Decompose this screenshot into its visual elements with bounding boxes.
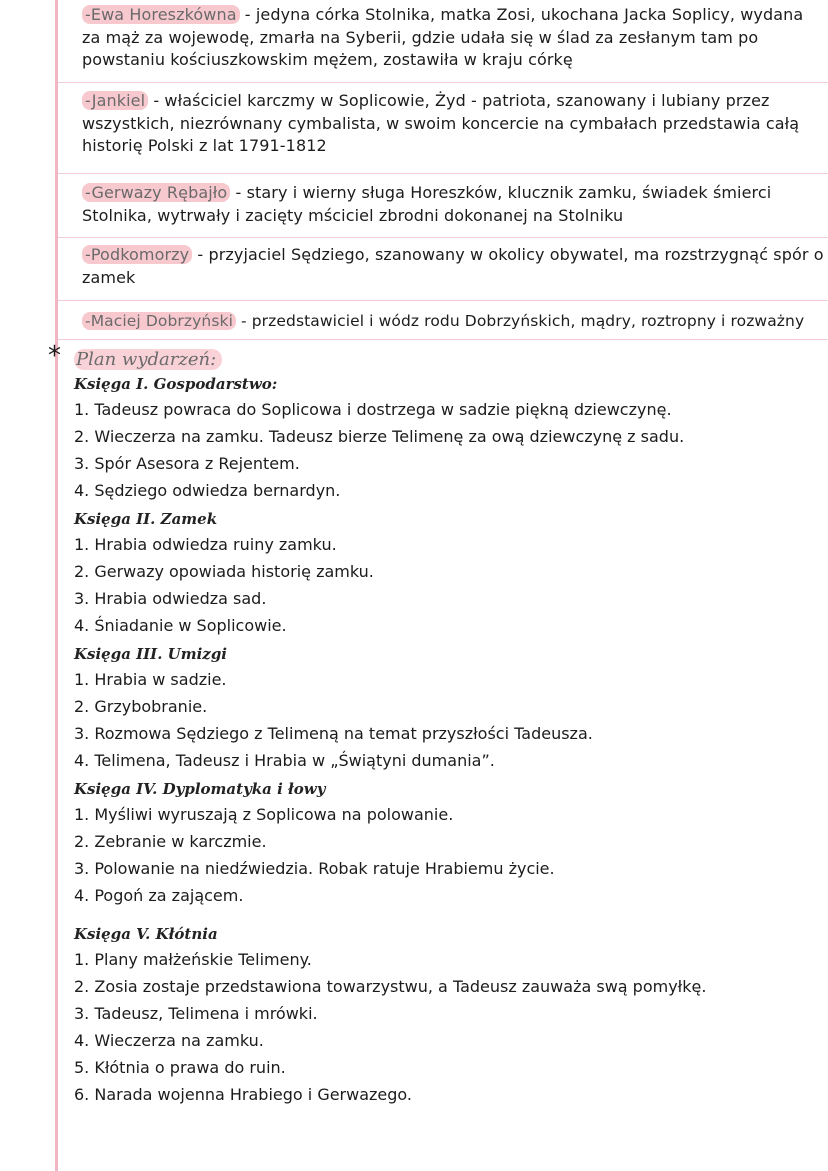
event-item: 4. Śniadanie w Soplicowie.: [74, 616, 287, 635]
plan-title-text: Plan wydarzeń:: [74, 349, 222, 370]
book-title: Księga V. Kłótnia: [74, 925, 218, 943]
character-entry: [82, 90, 824, 158]
character-description: - właściciel karczmy w Soplicowie, Żyd - patriota, szanowany i lubiany przez wszystkich, niezrównany cymbalista, w swoim koncercie na cymbałach przedstawia całą historię Polski z lat 1791-1812: [82, 91, 800, 155]
event-item: 4. Telimena, Tadeusz i Hrabia w „Świątyni dumania”.: [74, 751, 495, 770]
event-item: 3. Tadeusz, Telimena i mrówki.: [74, 1004, 318, 1023]
book-section: [74, 643, 824, 774]
notebook-margin-line: [55, 0, 58, 1171]
book-section: [74, 923, 824, 1108]
event-item: 2. Grzybobranie.: [74, 697, 208, 716]
character-name: -Maciej Dobrzyński: [82, 312, 236, 330]
character-name: -Podkomorzy: [82, 245, 192, 264]
ruled-line: [58, 173, 828, 174]
event-item: 2. Zosia zostaje przedstawiona towarzystwu, a Tadeusz zauważa swą pomyłkę.: [74, 977, 707, 996]
book-title: Księga IV. Dyplomatyka i łowy: [74, 780, 326, 798]
event-item: 1. Plany małżeńskie Telimeny.: [74, 950, 312, 969]
book-title: Księga I. Gospodarstwo:: [74, 375, 278, 393]
plan-title: [48, 341, 824, 373]
character-name: -Jankiel: [82, 91, 148, 110]
book-section: [74, 508, 824, 639]
event-item: 3. Hrabia odwiedza sad.: [74, 589, 267, 608]
book-title: Księga II. Zamek: [74, 510, 218, 528]
event-item: 5. Kłótnia o prawa do ruin.: [74, 1058, 286, 1077]
event-item: 6. Narada wojenna Hrabiego i Gerwazego.: [74, 1085, 413, 1104]
plan-section: [48, 341, 824, 1108]
book-title: Księga III. Umizgi: [74, 645, 228, 663]
event-item: 2. Wieczerza na zamku. Tadeusz bierze Telimenę za ową dziewczynę z sadu.: [74, 427, 685, 446]
character-description: - stary i wierny sługa Horeszków, klucznik zamku, świadek śmierci Stolnika, wytrwały i zacięty mściciel zbrodni dokonanej na Stolniku: [82, 183, 772, 225]
event-item: 4. Wieczerza na zamku.: [74, 1031, 264, 1050]
book-section: [74, 778, 824, 909]
event-item: 1. Myśliwi wyruszają z Soplicowa na polowanie.: [74, 805, 454, 824]
character-entry: [82, 310, 824, 333]
event-item: 3. Polowanie na niedźwiedzia. Robak ratuje Hrabiemu życie.: [74, 859, 555, 878]
ruled-line: [58, 300, 828, 301]
character-name: -Gerwazy Rębajło: [82, 183, 230, 202]
event-item: 3. Spór Asesora z Rejentem.: [74, 454, 300, 473]
character-entry: [82, 4, 824, 72]
ruled-line: [58, 82, 828, 83]
event-item: 2. Gerwazy opowiada historię zamku.: [74, 562, 374, 581]
character-description: - przedstawiciel i wódz rodu Dobrzyńskich, mądry, roztropny i rozważny: [235, 312, 805, 330]
star-bullet-icon: *: [48, 341, 61, 371]
ruled-line: [58, 237, 828, 238]
event-item: 3. Rozmowa Sędziego z Telimeną na temat przyszłości Tadeusza.: [74, 724, 593, 743]
character-entry: [82, 244, 824, 289]
character-name: -Ewa Horeszkówna: [82, 5, 240, 24]
event-item: 2. Zebranie w karczmie.: [74, 832, 267, 851]
character-description: - przyjaciel Sędziego, szanowany w okolicy obywatel, ma rozstrzygnąć spór o zamek: [82, 245, 824, 287]
ruled-line: [58, 339, 828, 340]
character-description: - jedyna córka Stolnika, matka Zosi, ukochana Jacka Soplicy, wydana za mąż za wojewodę, zmarła na Syberii, gdzie udała się w ślad za zesłanym tam po powstaniu kościuszkowskim mężem, zostawiła w kraju córkę: [82, 5, 804, 69]
event-item: 1. Hrabia w sadzie.: [74, 670, 227, 689]
event-item: 1. Tadeusz powraca do Soplicowa i dostrzega w sadzie piękną dziewczynę.: [74, 400, 672, 419]
event-item: 4. Sędziego odwiedza bernardyn.: [74, 481, 341, 500]
event-item: 1. Hrabia odwiedza ruiny zamku.: [74, 535, 337, 554]
event-item: 4. Pogoń za zającem.: [74, 886, 244, 905]
character-entry: [82, 182, 824, 227]
book-section: [74, 373, 824, 504]
